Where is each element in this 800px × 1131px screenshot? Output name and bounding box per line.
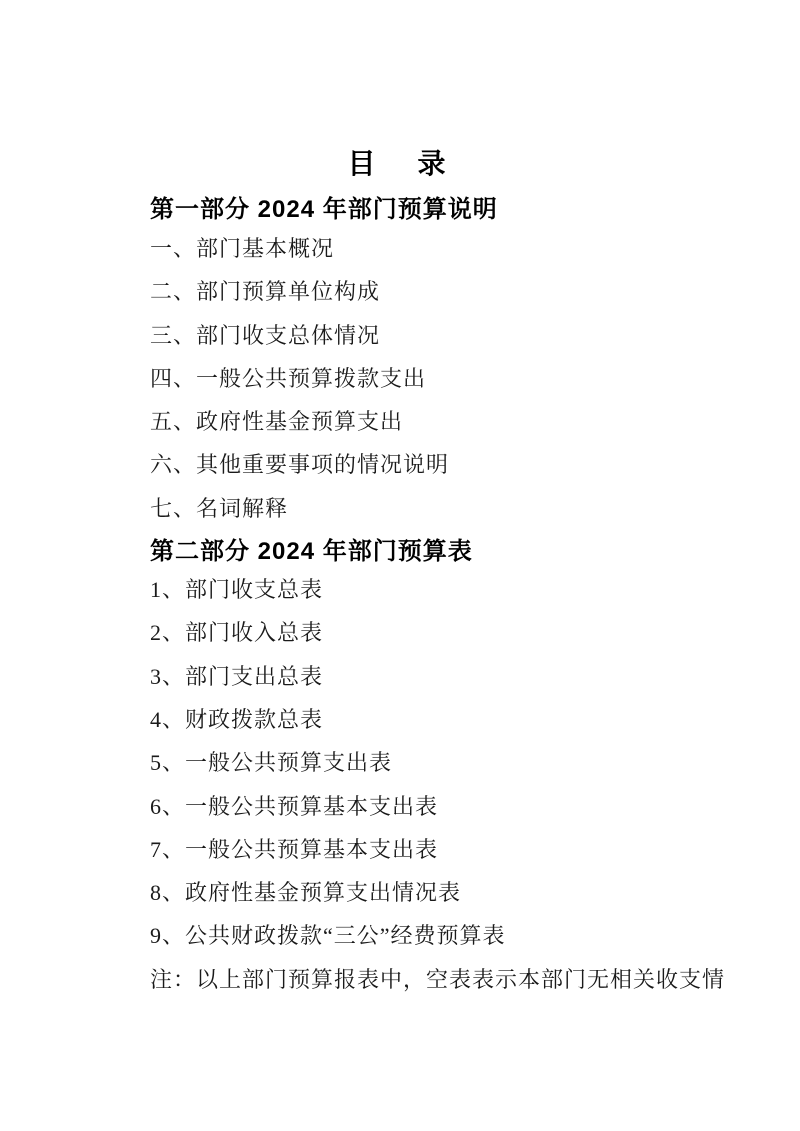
toc-table-2: 2、部门收入总表 (150, 620, 324, 646)
toc-item-basic-overview: 一、部门基本概况 (150, 236, 335, 261)
toc-table-3: 3、部门支出总表 (150, 663, 324, 689)
section-1-item-list (150, 227, 800, 530)
toc-item-other-important-matters: 六、其他重要事项的情况说明 (150, 452, 450, 478)
toc-item-revenue-expenditure-overview: 三、部门收支总体情况 (150, 322, 381, 348)
section-1-heading: 第一部分 2024 年部门预算说明 (150, 196, 498, 223)
toc-item-budget-unit-composition: 二、部门预算单位构成 (150, 279, 381, 305)
toc-table-4: 4、财政拨款总表 (150, 706, 324, 732)
toc-table-7: 7、一般公共预算基本支出表 (150, 836, 439, 862)
toc-title: 目 录 (347, 148, 453, 179)
section-2-item-list (150, 568, 800, 1001)
toc-table-8: 8、政府性基金预算支出情况表 (150, 880, 462, 906)
toc-table-6: 6、一般公共预算基本支出表 (150, 793, 439, 819)
toc-item-general-public-budget-expenditure: 四、一般公共预算拨款支出 (150, 365, 427, 391)
toc-table-1: 1、部门收支总表 (150, 577, 324, 603)
note-line: 注：以上部门预算报表中，空表表示本部门无相关收支情 (150, 966, 726, 992)
toc-item-government-fund-budget-expenditure: 五、政府性基金预算支出 (150, 409, 404, 435)
toc-table-9: 9、公共财政拨款“三公”经费预算表 (150, 923, 506, 949)
toc-table-5: 5、一般公共预算支出表 (150, 750, 393, 776)
section-2-heading: 第二部分 2024 年部门预算表 (150, 538, 473, 566)
toc-item-glossary: 七、名词解释 (150, 495, 289, 521)
